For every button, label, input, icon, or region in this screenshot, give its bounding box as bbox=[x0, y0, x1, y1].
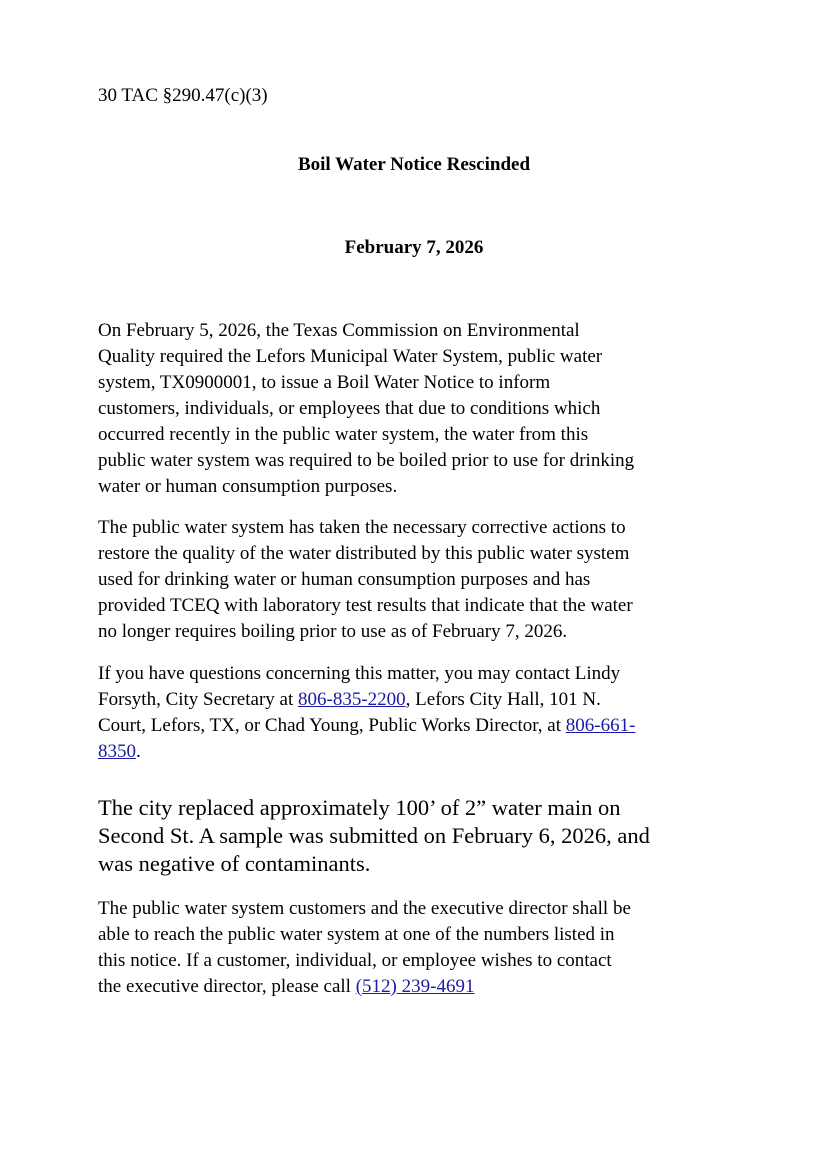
text-segment: the executive director, please call bbox=[98, 976, 356, 997]
text-line: Quality required the Lefors Municipal Water System, public water bbox=[98, 346, 603, 367]
text-segment: , Lefors City Hall, 101 N. bbox=[405, 689, 601, 710]
paragraph-water-main-replacement bbox=[98, 794, 748, 878]
paragraph-contacts bbox=[98, 661, 748, 765]
text-line: customers, individuals, or employees that due to conditions which bbox=[98, 398, 601, 419]
text-line bbox=[98, 739, 748, 765]
text-line bbox=[98, 713, 748, 739]
text-line: Second St. A sample was submitted on February 6, 2026, and bbox=[98, 823, 650, 848]
text-line: provided TCEQ with laboratory test results that indicate that the water bbox=[98, 595, 633, 616]
regulation-reference: 30 TAC §290.47(c)(3) bbox=[98, 85, 268, 106]
text-line: The city replaced approximately 100’ of 2” water main on bbox=[98, 795, 621, 820]
text-line: this notice. If a customer, individual, or employee wishes to contact bbox=[98, 950, 612, 971]
phone-link-public-works-part2[interactable]: 8350 bbox=[98, 741, 136, 762]
text-line: If you have questions concerning this matter, you may contact Lindy bbox=[98, 663, 621, 684]
paragraph-executive-director-contact bbox=[98, 896, 748, 1000]
text-line: was negative of contaminants. bbox=[98, 851, 371, 876]
text-line bbox=[98, 687, 748, 713]
text-segment: . bbox=[136, 741, 141, 762]
notice-title: Boil Water Notice Rescinded bbox=[297, 154, 531, 175]
text-line: public water system was required to be boiled prior to use for drinking bbox=[98, 450, 635, 471]
text-line: system, TX0900001, to issue a Boil Water Notice to inform bbox=[98, 372, 551, 393]
notice-date: February 7, 2026 bbox=[344, 237, 484, 258]
text-line: restore the quality of the water distributed by this public water system bbox=[98, 543, 630, 564]
text-line: used for drinking water or human consumption purposes and has bbox=[98, 569, 591, 590]
text-line: no longer requires boiling prior to use as of February 7, 2026. bbox=[98, 621, 568, 642]
phone-link-tceq[interactable]: (512) 239-4691 bbox=[355, 976, 475, 997]
text-line: The public water system has taken the necessary corrective actions to bbox=[98, 517, 626, 538]
paragraph-corrective-actions bbox=[98, 515, 748, 645]
text-line: water or human consumption purposes. bbox=[98, 476, 398, 497]
text-line: occurred recently in the public water system, the water from this bbox=[98, 424, 589, 445]
phone-link-public-works-part1[interactable]: 806-661- bbox=[565, 715, 636, 736]
text-segment: Forsyth, City Secretary at bbox=[98, 689, 298, 710]
text-line bbox=[98, 974, 748, 1000]
text-segment: Court, Lefors, TX, or Chad Young, Public Works Director, at bbox=[98, 715, 566, 736]
text-line: On February 5, 2026, the Texas Commission on Environmental bbox=[98, 320, 580, 341]
text-line: able to reach the public water system at one of the numbers listed in bbox=[98, 924, 615, 945]
paragraph-boil-notice-issued bbox=[98, 318, 748, 500]
phone-link-city-secretary[interactable]: 806-835-2200 bbox=[298, 689, 406, 710]
text-line: The public water system customers and the executive director shall be bbox=[98, 898, 631, 919]
